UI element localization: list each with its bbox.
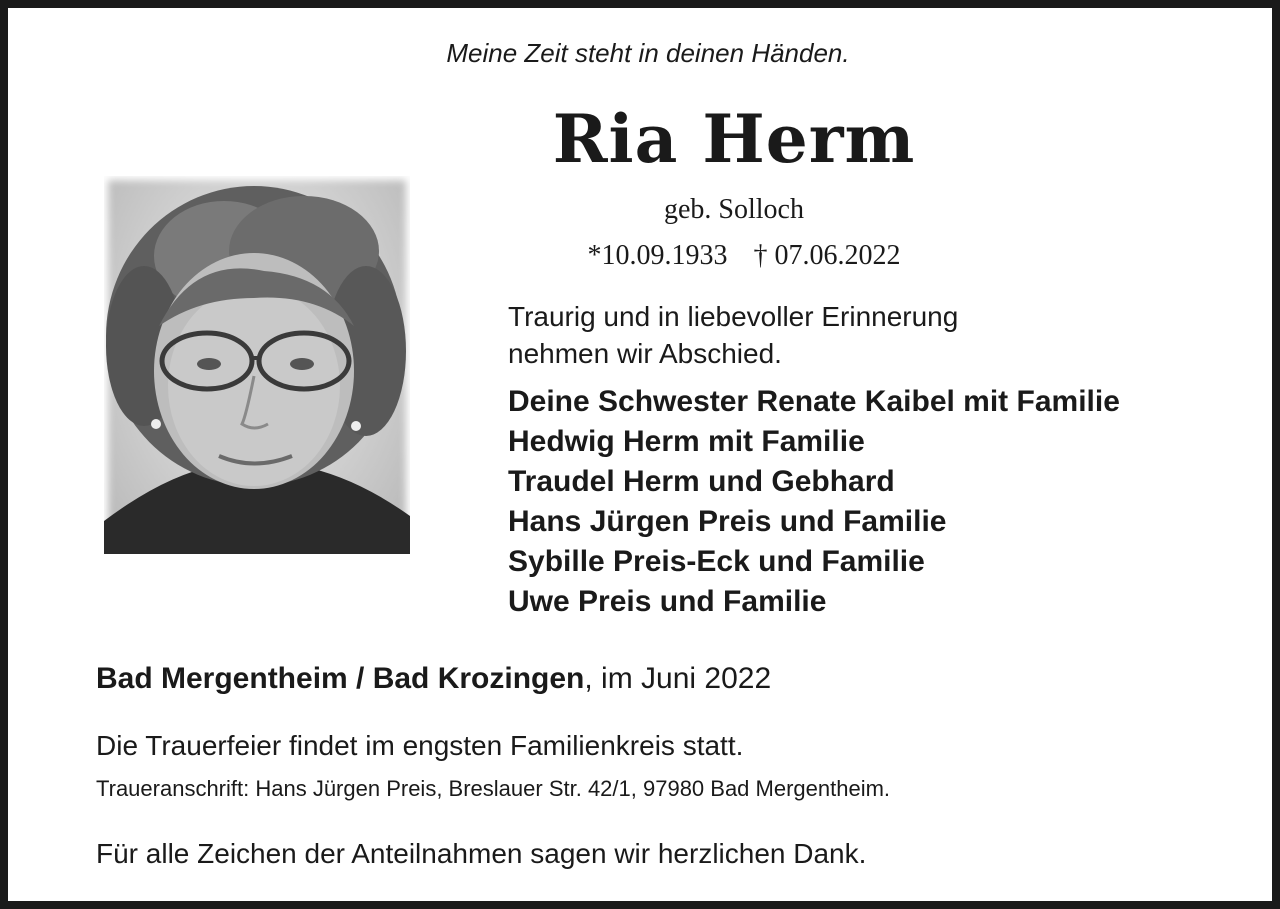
birth-name: geb. Solloch bbox=[664, 194, 804, 225]
intro-line: Traurig und in liebevoller Erinnerung bbox=[508, 301, 959, 332]
mourner-entry: Hedwig Herm mit Familie bbox=[508, 425, 865, 458]
intro-text bbox=[508, 298, 958, 372]
life-dates bbox=[428, 240, 1060, 272]
place-and-date bbox=[96, 662, 771, 696]
deceased-name: Ria Herm bbox=[552, 100, 916, 178]
birth-date: *10.09.1933 bbox=[587, 240, 728, 271]
mourner-entry: Deine Schwester Renate Kaibel mit Familie bbox=[508, 385, 1120, 418]
mourner-entry: Hans Jürgen Preis und Familie bbox=[508, 505, 947, 538]
mourning-address: Traueranschrift: Hans Jürgen Preis, Breslauer Str. 42/1, 97980 Bad Mergentheim. bbox=[96, 776, 891, 801]
portrait-illustration bbox=[104, 176, 410, 554]
mourner-entry: Sybille Preis-Eck und Familie bbox=[508, 545, 925, 578]
mourner-entry: Uwe Preis und Familie bbox=[508, 585, 827, 618]
funeral-note: Die Trauerfeier findet im engsten Familienkreis statt. bbox=[96, 730, 744, 761]
place-location: Bad Mergentheim / Bad Krozingen bbox=[96, 662, 585, 695]
mourner-entry: Traudel Herm und Gebhard bbox=[508, 465, 895, 498]
mourners-list bbox=[508, 382, 1120, 622]
motto: Meine Zeit steht in deinen Händen. bbox=[446, 38, 850, 68]
intro-line: nehmen wir Abschied. bbox=[508, 338, 782, 369]
death-date: † 07.06.2022 bbox=[753, 240, 901, 271]
portrait-photo bbox=[104, 176, 410, 554]
place-date: , im Juni 2022 bbox=[584, 662, 772, 695]
thanks-note: Für alle Zeichen der Anteilnahmen sagen wir herzlichen Dank. bbox=[96, 838, 867, 869]
